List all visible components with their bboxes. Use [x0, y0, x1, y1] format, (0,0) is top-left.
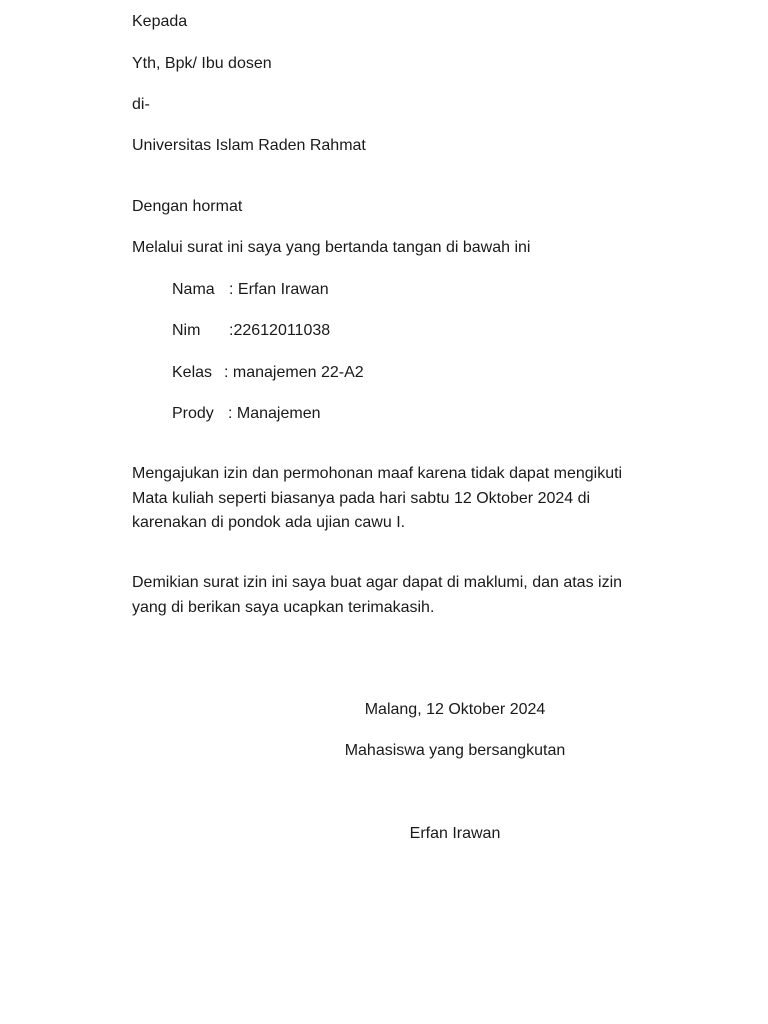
closing-paragraph: Demikian surat izin ini saya buat agar dapat di maklumi, dan atas izin yang di berikan saya ucapkan terimakasih.: [132, 574, 623, 616]
identity-nim-value: :22612011038: [229, 322, 331, 339]
identity-program-value: : Manajemen: [228, 405, 321, 422]
identity-class-label: Kelas: [172, 364, 213, 381]
identity-name-row: [172, 280, 329, 300]
recipient-addressee: Yth, Bpk/ Ibu dosen: [132, 55, 272, 72]
identity-class-value: : manajemen 22-A2: [224, 364, 364, 381]
signature-role: Mahasiswa yang bersangkutan: [344, 742, 566, 759]
identity-nim-label: Nim: [172, 322, 201, 339]
recipient-to: Kepada: [132, 13, 188, 30]
recipient-at: di-: [132, 96, 150, 113]
greeting: Dengan hormat: [132, 198, 243, 215]
signature-name: Erfan Irawan: [409, 825, 501, 842]
identity-nim-row: [172, 321, 330, 341]
identity-program-row: [172, 404, 321, 424]
identity-name-value: : Erfan Irawan: [229, 281, 329, 298]
identity-program-label: Prody: [172, 405, 214, 422]
identity-class-row: [172, 363, 364, 383]
intro-line: Melalui surat ini saya yang bertanda tangan di bawah ini: [132, 239, 531, 256]
signature-place-date: Malang, 12 Oktober 2024: [364, 701, 546, 718]
identity-name-label: Nama: [172, 281, 215, 298]
body-paragraph: Mengajukan izin dan permohonan maaf karena tidak dapat mengikuti Mata kuliah seperti biasanya pada hari sabtu 12 Oktober 2024 di karenakan di pondok ada ujian cawu I.: [132, 465, 623, 531]
recipient-institution: Universitas Islam Raden Rahmat: [132, 137, 366, 154]
